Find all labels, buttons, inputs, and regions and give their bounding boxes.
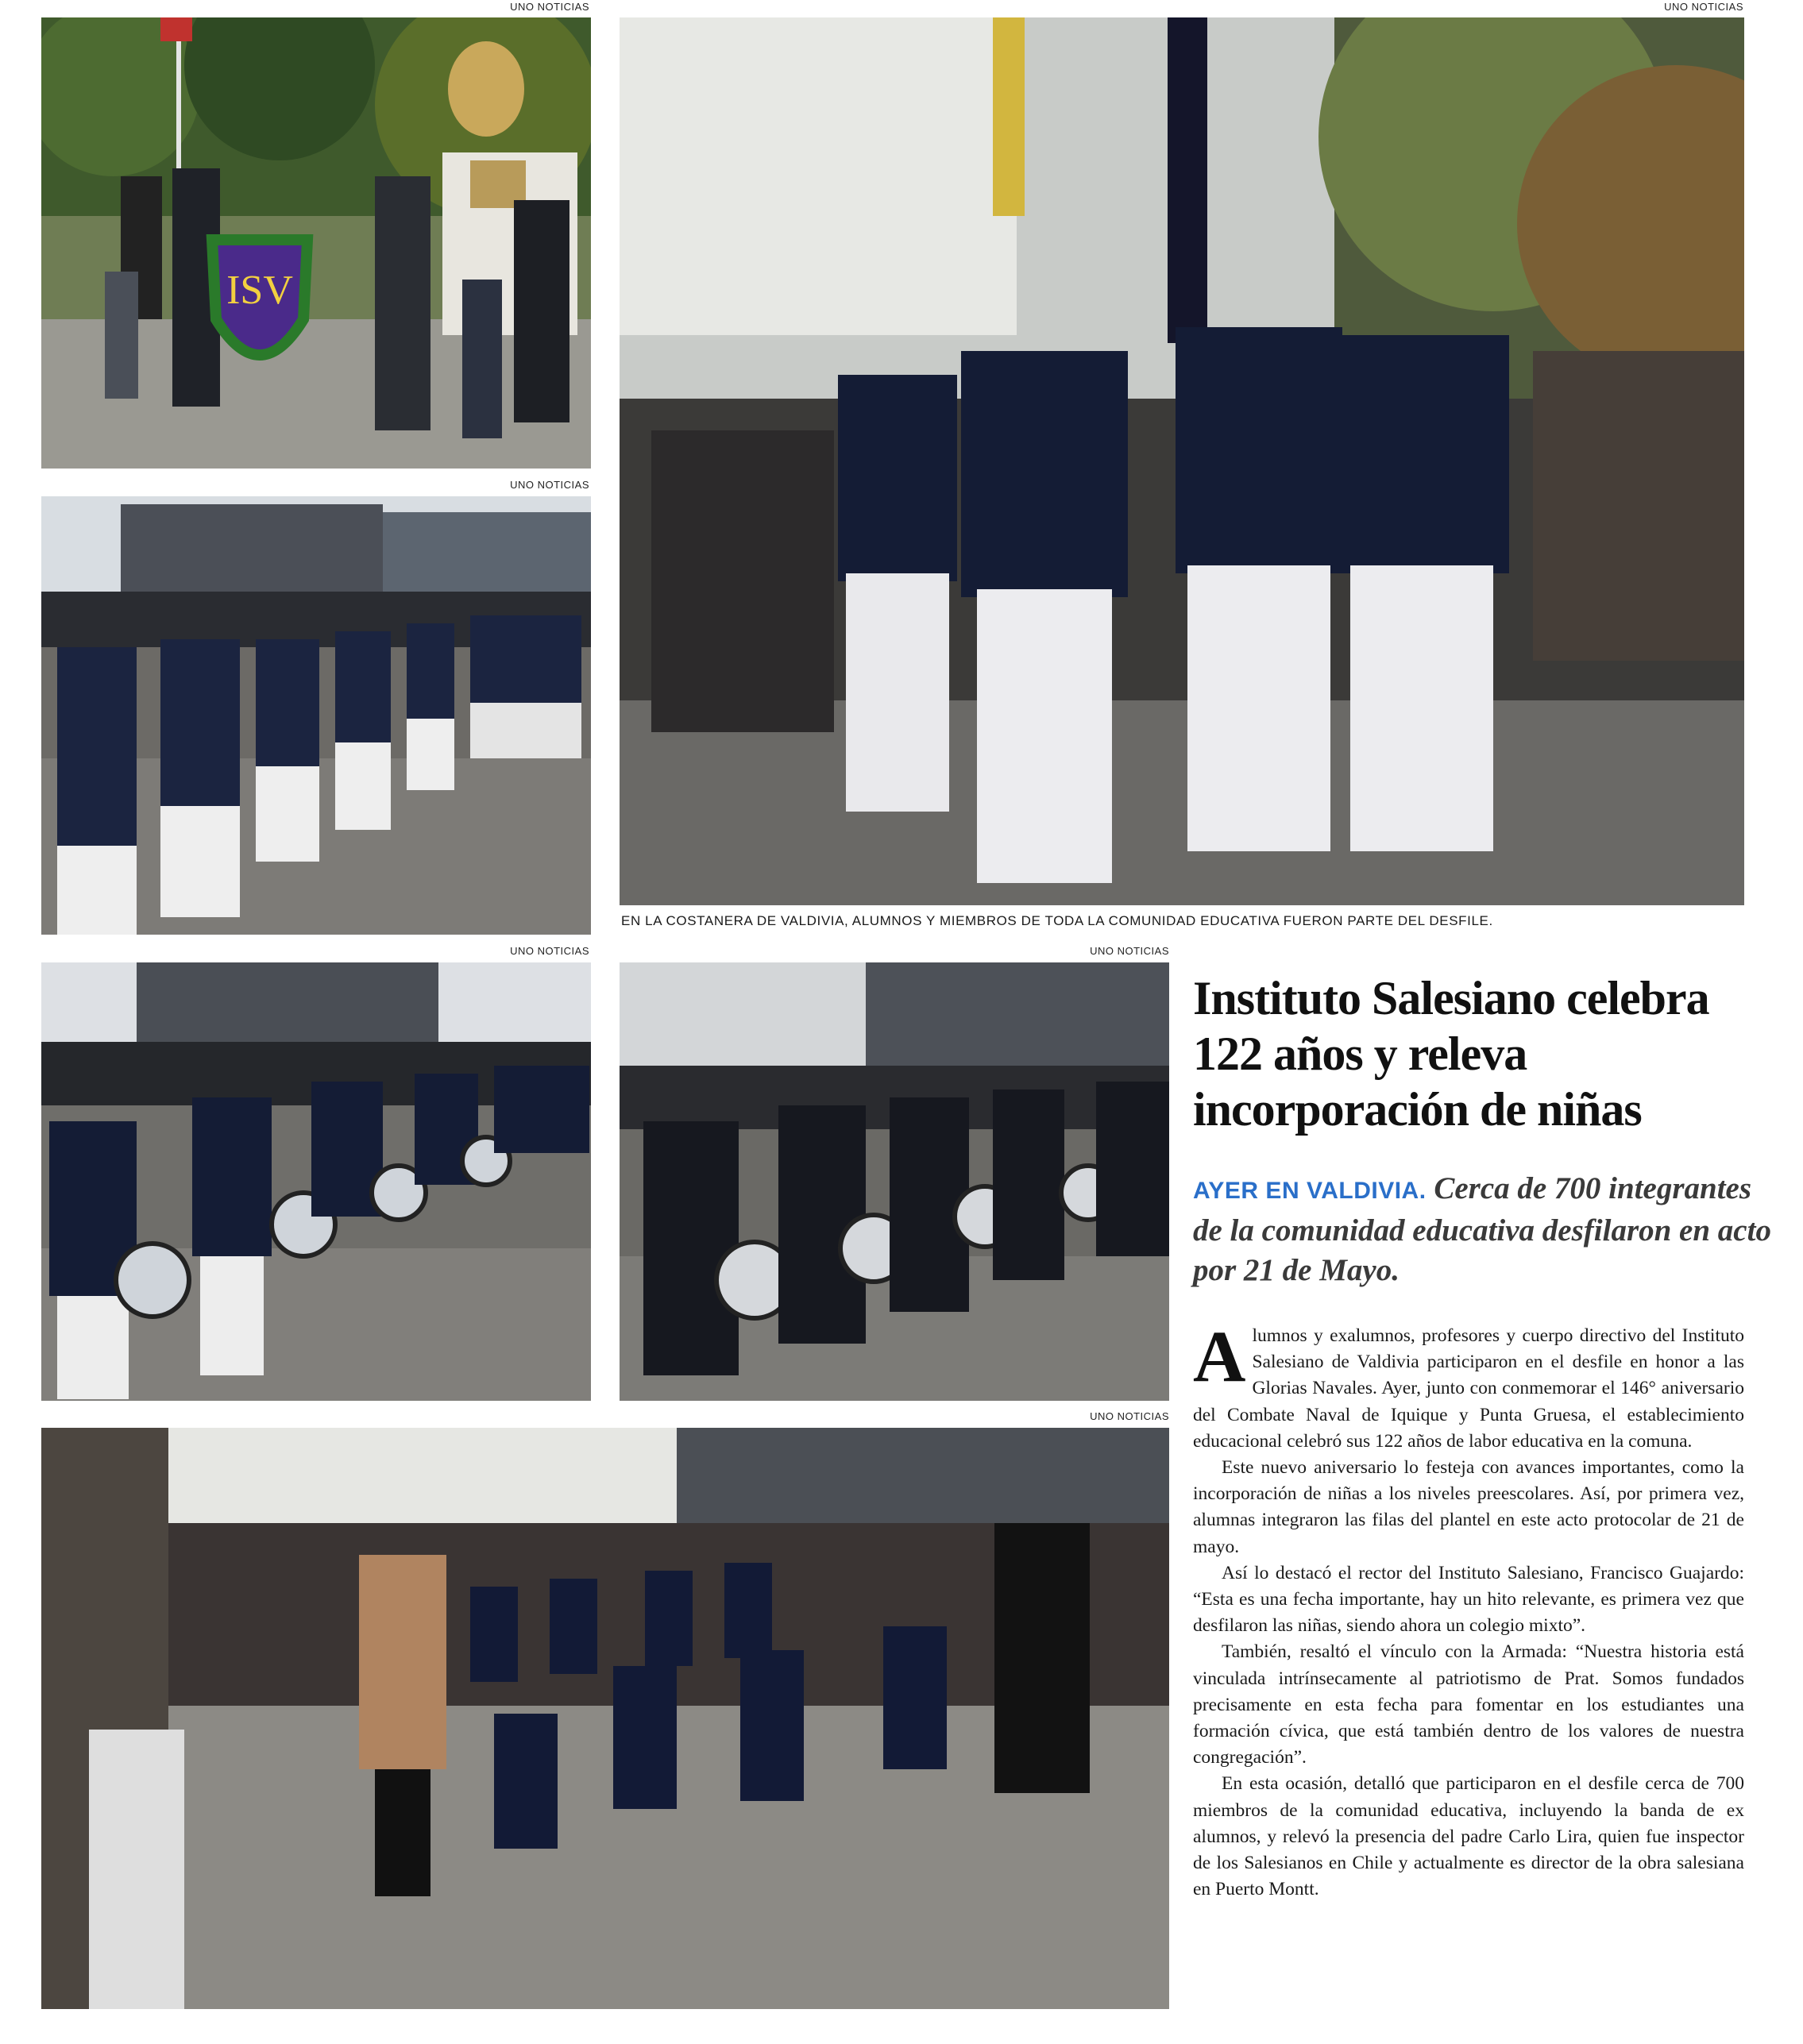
photo-credit: UNO NOTICIAS	[1090, 945, 1169, 957]
article-lead	[1193, 1169, 1781, 1290]
photo-credit: UNO NOTICIAS	[510, 479, 589, 491]
article-paragraph-text: lumnos y exalumnos, profesores y cuerpo directivo del Instituto Salesiano de Valdivia participaron en el desfile en honor a las Glorias Navales. Ayer, junto con conmemorar el 146° aniversario del Combate Naval de Iquique y Punta Gruesa, el establecimiento educacional celebró sus 122 años de labor educativa en la comuna.	[1193, 1325, 1744, 1452]
article-paragraph: Así lo destacó el rector del Instituto Salesiano, Francisco Guajardo: “Esta es una fecha importante, hay un hito relevante, es primera vez que desfilaron las niñas, siendo ahora un colegio mixto”.	[1193, 1562, 1744, 1637]
article-paragraph	[1193, 1316, 1744, 1455]
wreath-badge-text: ISV	[226, 268, 293, 313]
photo-flute-band	[41, 496, 591, 935]
drop-cap: A	[1193, 1316, 1246, 1397]
photo-credit: UNO NOTICIAS	[1664, 1, 1743, 13]
article-headline: Instituto Salesiano celebra 122 años y releva incorporación de niñas	[1193, 972, 1709, 1136]
photo-wreath-ceremony	[41, 17, 591, 469]
article-paragraph: En esta ocasión, detalló que participaron en el desfile cerca de 700 miembros de la comunidad educativa, incluyendo la banda de ex alumnos, y relevó la presencia del padre Carlo Lira, quien fue inspector de los Salesianos en Chile y actualmente es director de la obra salesiana en Puerto Montt.	[1193, 1773, 1744, 1900]
photo-credit: UNO NOTICIAS	[510, 945, 589, 957]
article-lead-text: Cerca de 700 integrantes de la comunidad educativa desfilaron en acto por 21 de Mayo.	[1193, 1171, 1771, 1287]
photo-preschool-children	[41, 1428, 1169, 2009]
article-paragraph: Este nuevo aniversario lo festeja con avances importantes, como la incorporación de niñas a los niveles preescolares. Así, por primera vez, alumnas integraron las filas del plantel en este acto protocolar de 21 de mayo.	[1193, 1457, 1744, 1557]
photo-drum-line	[41, 962, 591, 1401]
article-body	[1193, 1316, 1744, 1903]
photo-caption: EN LA COSTANERA DE VALDIVIA, ALUMNOS Y MIEMBROS DE TODA LA COMUNIDAD EDUCATIVA FUERON PARTE DEL DESFILE.	[621, 913, 1493, 928]
photo-credit: UNO NOTICIAS	[510, 1, 589, 13]
photo-alumni-drummers	[620, 962, 1169, 1401]
article-kicker: AYER EN VALDIVIA.	[1193, 1178, 1427, 1204]
photo-flag-bearers	[620, 17, 1744, 905]
article-paragraph: También, resaltó el vínculo con la Armada: “Nuestra historia está vinculada intrínsecamente al patriotismo de Prat. Somos fundados precisamente en esta fecha para fomentar en los estudiantes una formación cívica, que está también dentro de los valores de nuestra congregación”.	[1193, 1641, 1744, 1768]
photo-credit: UNO NOTICIAS	[1090, 1410, 1169, 1422]
